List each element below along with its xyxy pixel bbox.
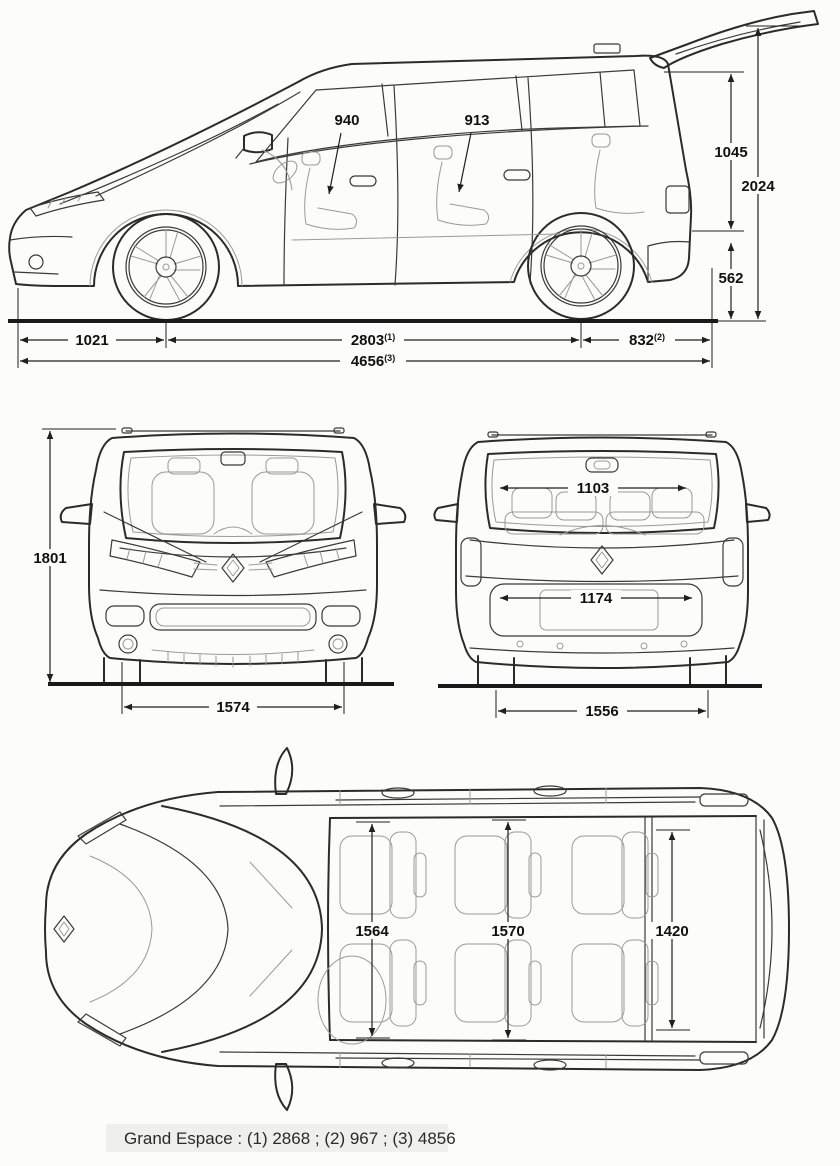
headlight — [30, 192, 104, 216]
mirror-top — [275, 748, 292, 794]
dim-label: 2803$^{(1)}$ — [350, 332, 396, 349]
dim-cabin-width-row3 — [648, 830, 696, 1030]
dim-label: 1174 — [579, 590, 613, 607]
mirror-right — [746, 504, 770, 522]
side-view — [8, 11, 818, 370]
rear-wheel — [528, 213, 634, 319]
rearview-mirror — [221, 452, 245, 465]
front-car-outline — [61, 428, 406, 684]
dim-sill-height — [711, 243, 751, 319]
headlight-right — [266, 540, 356, 577]
door-handle — [534, 786, 566, 796]
headlight-left — [110, 540, 200, 577]
dim-label: 562 — [718, 270, 744, 287]
dim-seat-height-front — [325, 111, 369, 194]
fog-light-left — [119, 635, 137, 653]
dim-aperture-height — [709, 74, 753, 229]
front-interior-seats — [152, 458, 314, 534]
dim-label: 2024 — [741, 178, 775, 195]
dim-label: 1574 — [216, 699, 250, 716]
fog-light — [29, 255, 43, 269]
rear-car-outline — [434, 432, 769, 686]
dim-front-overhang — [68, 332, 116, 349]
door-handle — [350, 176, 376, 186]
dim-label: 1564 — [355, 923, 389, 940]
wheel-right — [690, 656, 726, 686]
dim-label: 1801 — [33, 550, 67, 567]
mirror-right — [374, 504, 405, 524]
top-dimensions — [348, 820, 696, 1040]
taillight-right — [723, 538, 743, 586]
side-car-outline — [9, 11, 818, 320]
dim-wheelbase — [342, 332, 404, 349]
dim-label: 832$^{(2)}$ — [628, 332, 666, 349]
wheel-left — [478, 656, 514, 686]
caption-text: Grand Espace : (1) 2868 ; (2) 967 ; (3) 4856 — [124, 1129, 456, 1148]
dim-seat-height-middle — [455, 111, 499, 192]
renault-logo-icon — [591, 546, 613, 574]
rear-view — [434, 432, 769, 720]
dim-aperture-width — [500, 590, 692, 607]
dim-label: 1021 — [75, 332, 109, 349]
dim-label: 1103 — [576, 480, 610, 497]
mirror-left — [434, 504, 458, 522]
dim-label: 940 — [334, 112, 360, 129]
side-dimensions — [18, 26, 802, 370]
dim-label: 1420 — [655, 923, 689, 940]
dim-label: 1570 — [491, 923, 525, 940]
dim-rear-track — [498, 703, 706, 720]
top-view — [45, 748, 789, 1110]
door-handle — [382, 788, 414, 798]
front-wheel — [113, 214, 219, 320]
dim-label: 4656$^{(3)}$ — [350, 353, 396, 370]
taillight-left — [461, 538, 481, 586]
renault-logo-icon — [222, 554, 244, 582]
mirror-left — [61, 504, 92, 524]
mirror-bottom — [275, 1064, 292, 1110]
dim-cabin-width-row1 — [348, 822, 396, 1038]
side-interior — [262, 134, 644, 240]
fog-light-right — [329, 635, 347, 653]
dim-rear-overhang — [619, 332, 675, 349]
renault-logo-icon — [54, 916, 74, 942]
dim-cabin-width-row2 — [484, 820, 532, 1040]
door-handle — [504, 170, 530, 180]
dim-overall-height — [27, 431, 73, 682]
dim-label: 913 — [464, 112, 490, 129]
dim-label: 1556 — [585, 703, 619, 720]
dim-label: 1045 — [714, 144, 748, 161]
caption-area — [106, 1124, 456, 1152]
open-tailgate — [650, 11, 818, 68]
taillight — [666, 186, 689, 213]
dim-overall-length — [340, 353, 406, 370]
dim-rear-window-width — [500, 480, 686, 497]
front-view — [27, 428, 405, 716]
side-mirror — [244, 132, 272, 152]
dim-front-track — [124, 699, 342, 716]
